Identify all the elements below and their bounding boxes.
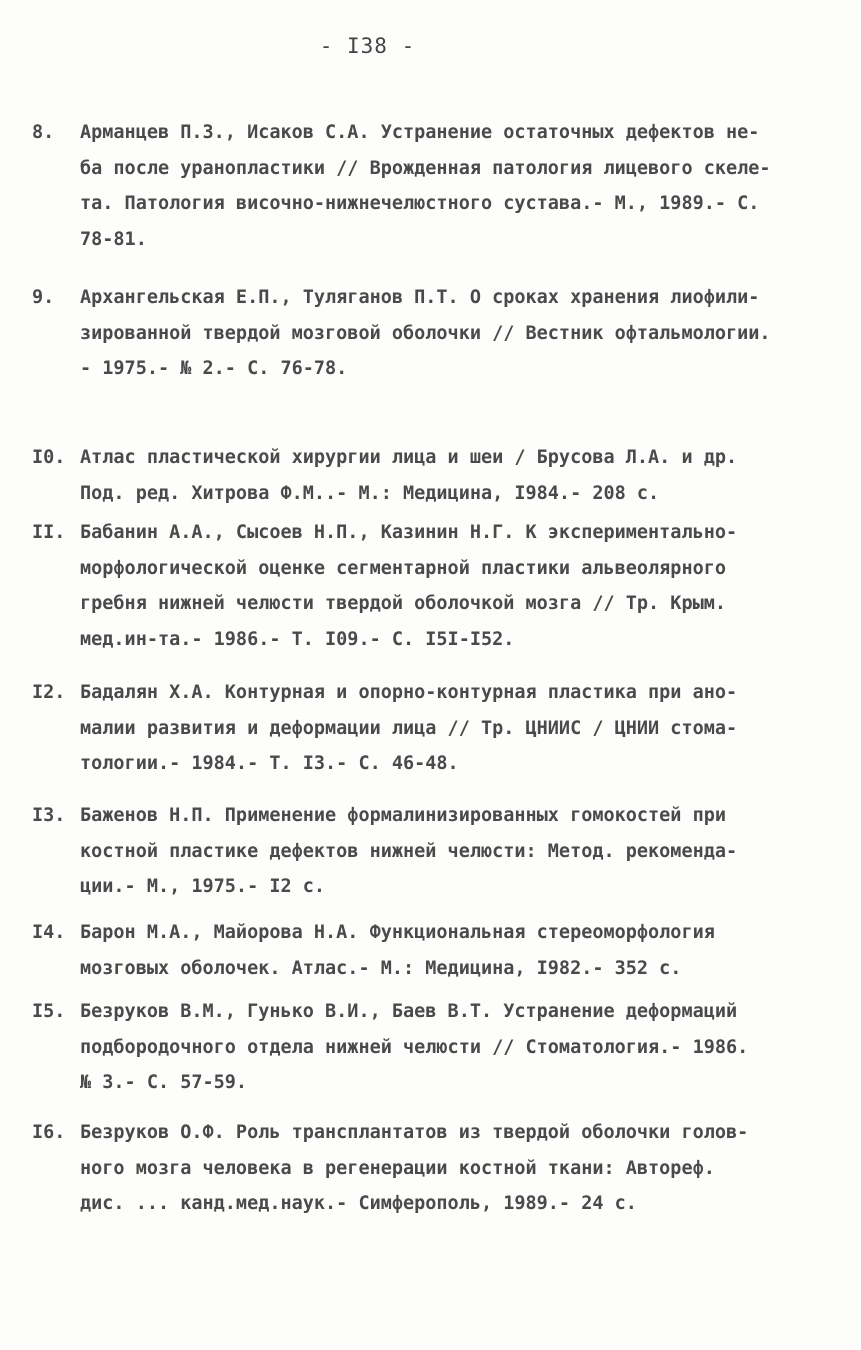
entry-line: 78-81. — [80, 228, 147, 250]
entry-line: морфологической оценке сегментарной пластики альвеолярного — [80, 557, 727, 579]
entry-line: Барон М.А., Майорова Н.А. Функциональная стереоморфология — [80, 922, 715, 943]
bibliography-entry — [32, 1115, 832, 1222]
entry-line: - 1975.- № 2.- С. 76-78. — [80, 358, 348, 379]
entry-number: I5. — [32, 1001, 66, 1022]
entry-line: костной пластике дефектов нижней челюсти: Метод. рекоменда- — [80, 840, 738, 862]
entry-number: I2. — [32, 682, 66, 703]
entry-line: Безруков В.М., Гунько В.И., Баев В.Т. Устранение деформаций — [80, 1001, 738, 1022]
entry-line: мед.ин-та.- 1986.- Т. I09.- С. I5I-I52. — [80, 628, 515, 650]
bibliography-entry — [32, 994, 832, 1101]
entry-number: II. — [32, 522, 66, 543]
entry-line: та. Патология височно-нижнечелюстного сустава.- М., 1989.- С. — [80, 193, 760, 214]
entry-line: Бадалян Х.А. Контурная и опорно-контурная пластика при ано- — [80, 682, 738, 703]
entry-number: 8. — [32, 122, 55, 143]
entry-number: I3. — [32, 805, 66, 826]
entry-line: Арманцев П.З., Исаков С.А. Устранение остаточных дефектов не- — [80, 122, 760, 143]
entry-number: I0. — [32, 447, 66, 468]
entry-line: Архангельская Е.П., Туляганов П.Т. О сроках хранения лиофили- — [80, 287, 760, 308]
bibliography-entry — [32, 915, 832, 986]
entry-line: подбородочного отдела нижней челюсти // Стоматология.- 1986. — [80, 1036, 749, 1058]
entry-line: тологии.- 1984.- Т. I3.- С. 46-48. — [80, 753, 459, 774]
bibliography-entry — [32, 115, 832, 257]
bibliography-entry — [32, 798, 832, 905]
bibliography-entry — [32, 675, 832, 782]
entry-line: Бабанин А.А., Сысоев Н.П., Казинин Н.Г. К экспериментально- — [80, 522, 738, 543]
bibliography-entry — [32, 280, 832, 387]
entry-line: ного мозга человека в регенерации костной ткани: Автореф. — [80, 1157, 715, 1179]
entry-line: ба после уранопластики // Врожденная патология лицевого скеле- — [80, 157, 771, 179]
entry-line: Безруков О.Ф. Роль трансплантатов из твердой оболочки голов- — [80, 1122, 749, 1143]
entry-line: зированной твердой мозговой оболочки // Вестник офтальмологии. — [80, 322, 771, 344]
entry-number: I6. — [32, 1122, 66, 1143]
entry-line: мозговых оболочек. Атлас.- М.: Медицина, I982.- 352 с. — [80, 957, 682, 979]
entry-line: гребня нижней челюсти твердой оболочкой мозга // Тр. Крым. — [80, 593, 727, 614]
entry-line: Под. ред. Хитрова Ф.М..- М.: Медицина, I984.- 208 с. — [80, 482, 660, 504]
entry-line: ции.- М., 1975.- I2 с. — [80, 876, 326, 897]
entry-line: дис. ... канд.мед.наук.- Симферополь, 1989.- 24 с. — [80, 1193, 637, 1214]
entry-line: № 3.- С. 57-59. — [80, 1072, 248, 1093]
entry-line: Атлас пластической хирургии лица и шеи / Брусова Л.А. и др. — [80, 447, 738, 468]
bibliography-entry — [32, 440, 832, 511]
bibliography-entry — [32, 515, 832, 657]
page-number: - I38 - — [319, 34, 416, 58]
entry-line: Баженов Н.П. Применение формалинизированных гомокостей при — [80, 805, 727, 826]
entry-line: малии развития и деформации лица // Тр. ЦНИИС / ЦНИИ стома- — [80, 717, 738, 739]
entry-number: I4. — [32, 922, 66, 943]
entry-number: 9. — [32, 287, 55, 308]
